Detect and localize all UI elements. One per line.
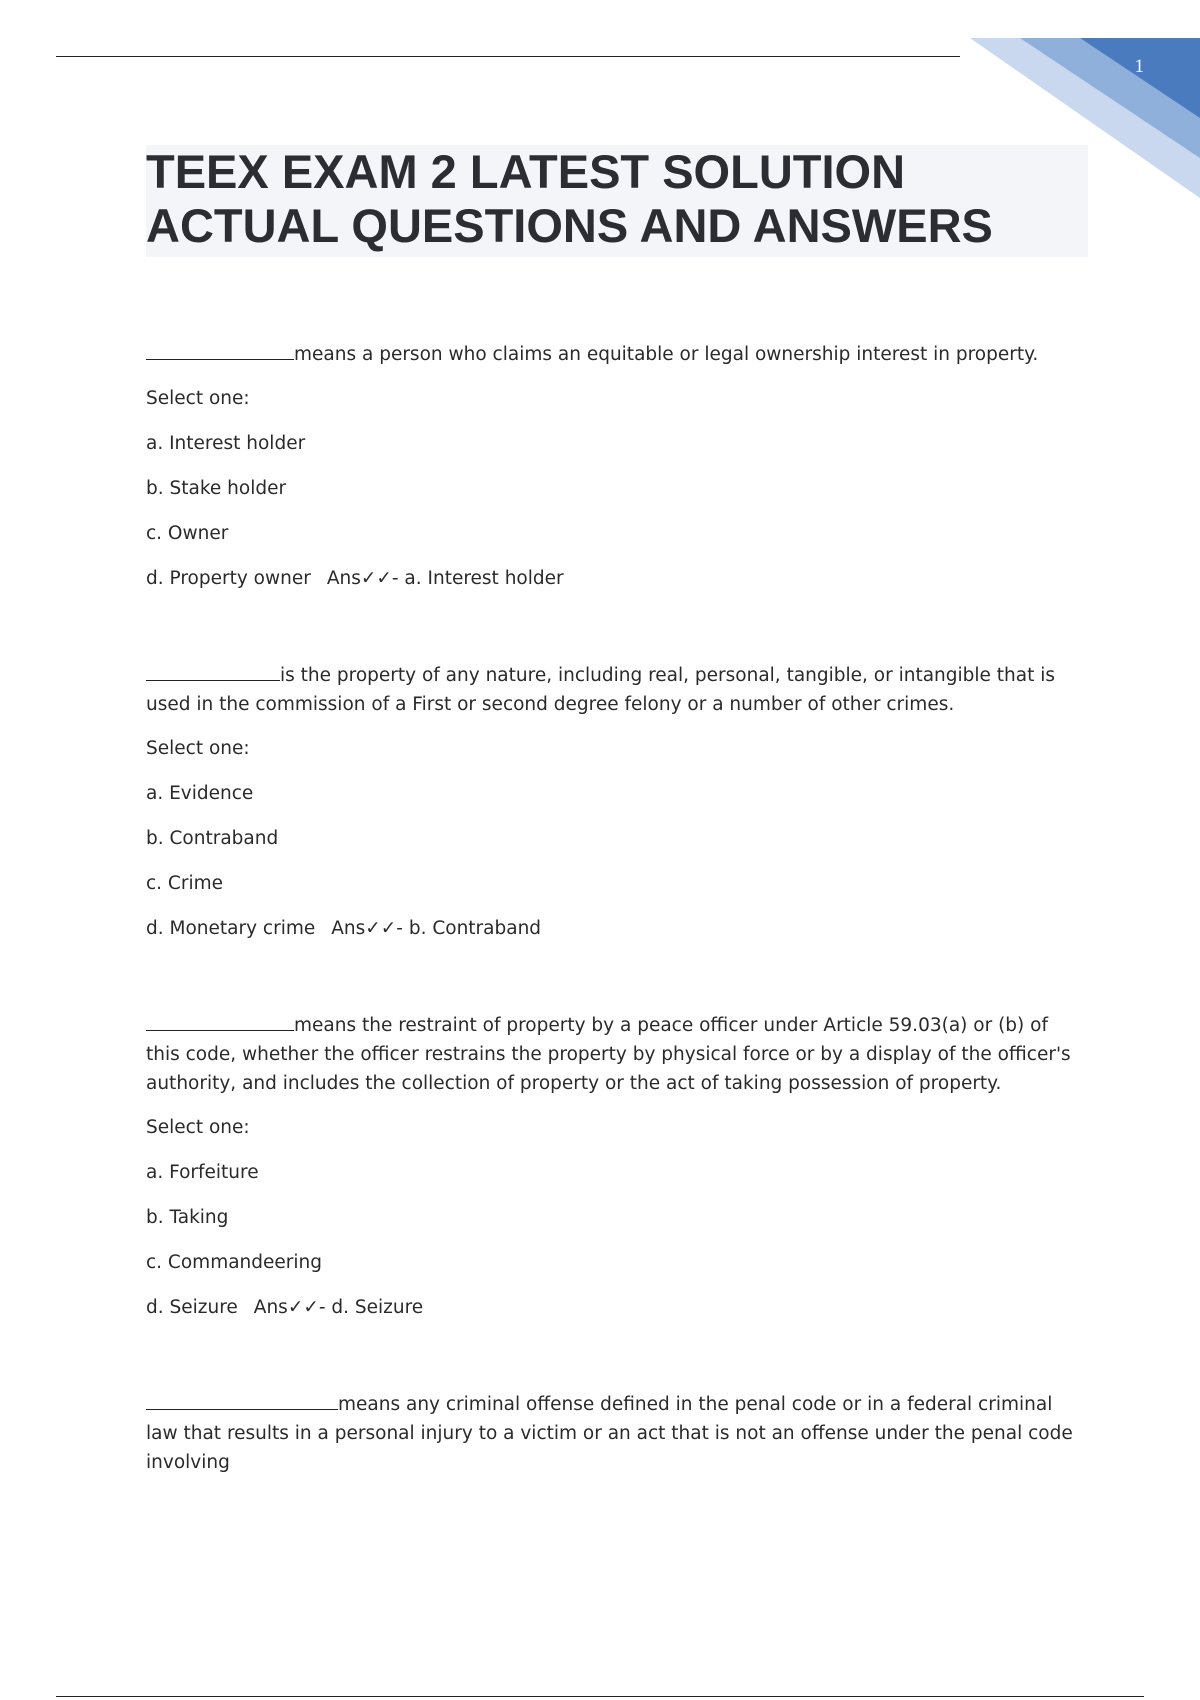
question-stem <box>146 1390 1086 1477</box>
option-d-with-answer <box>146 1293 1086 1322</box>
answer-blank <box>146 662 280 681</box>
option-b: b. Taking <box>146 1207 229 1228</box>
option-a: a. Forfeiture <box>146 1162 259 1183</box>
footer-rule <box>56 1696 1144 1697</box>
title-line-1: TEEX EXAM 2 LATEST SOLUTION <box>146 145 906 198</box>
option-d-with-answer <box>146 914 1086 943</box>
question-1 <box>146 340 1086 593</box>
question-stem-text: means a person who claims an equitable or legal ownership interest in property. <box>294 344 1039 365</box>
select-one-label: Select one: <box>146 388 250 409</box>
question-stem-text: means the restraint of property by a peace officer under Article 59.03(a) or (b) of this code, whether the officer restrains the property by physical force or by a display of the officer's authority, and includes the collection of property or the act of taking possession of property. <box>146 1015 1071 1094</box>
question-3 <box>146 1011 1086 1322</box>
question-4 <box>146 1390 1086 1477</box>
select-one-label: Select one: <box>146 738 250 759</box>
page-number: 1 <box>1134 56 1144 77</box>
question-stem <box>146 340 1086 369</box>
option-b: b. Stake holder <box>146 478 287 499</box>
option-a: a. Evidence <box>146 783 254 804</box>
question-list <box>146 340 1086 1545</box>
header-rule <box>56 56 960 57</box>
option-d: d. Property owner <box>146 568 311 589</box>
question-stem <box>146 661 1086 719</box>
answer-blank <box>146 1012 294 1031</box>
option-d: d. Seizure <box>146 1297 238 1318</box>
option-c: c. Commandeering <box>146 1252 322 1273</box>
question-stem-text: means any criminal offense defined in the penal code or in a federal criminal law that results in a personal injury to a victim or an act that is not an offense under the penal code involving <box>146 1394 1073 1473</box>
option-d-with-answer <box>146 564 1086 593</box>
option-b: b. Contraband <box>146 828 279 849</box>
answer-text: Ans✓✓- b. Contraband <box>331 918 542 939</box>
option-a: a. Interest holder <box>146 433 306 454</box>
answer-blank <box>146 341 294 360</box>
answer-text: Ans✓✓- a. Interest holder <box>326 568 564 589</box>
option-d: d. Monetary crime <box>146 918 316 939</box>
option-c: c. Owner <box>146 523 229 544</box>
title-line-2: ACTUAL QUESTIONS AND ANSWERS <box>146 199 993 252</box>
answer-blank <box>146 1391 338 1410</box>
question-stem-text: is the property of any nature, including real, personal, tangible, or intangible that is used in the commission of a First or second degree felony or a number of other crimes. <box>146 665 1056 715</box>
option-c: c. Crime <box>146 873 223 894</box>
select-one-label: Select one: <box>146 1117 250 1138</box>
question-2 <box>146 661 1086 943</box>
document-title <box>146 145 1088 257</box>
question-stem <box>146 1011 1086 1098</box>
answer-text: Ans✓✓- d. Seizure <box>253 1297 424 1318</box>
